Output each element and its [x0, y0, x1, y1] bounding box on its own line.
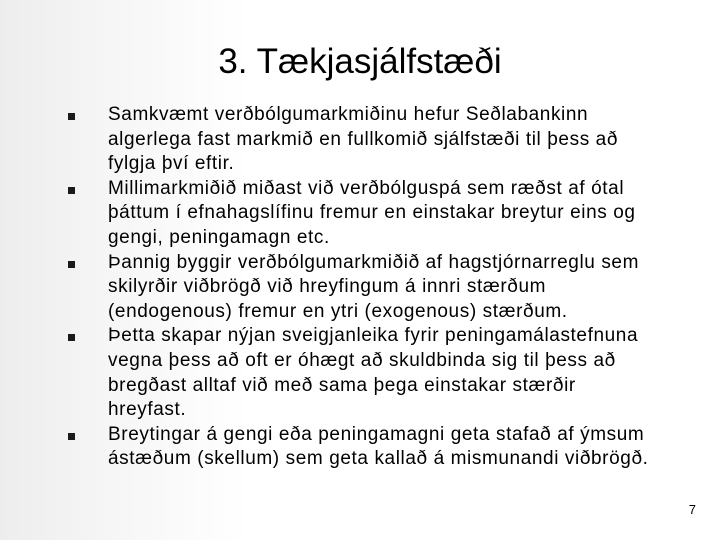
- bullet-text: Millimarkmiðið miðast við verðbólguspá sem ræðst af ótal þáttum í efnahagslífinu fremur en einstakar breytur eins og gengi, peningamagn etc.: [108, 177, 636, 248]
- bullet-item: [0, 324, 658, 422]
- page-number: 7: [688, 502, 696, 517]
- square-bullet-icon: [68, 261, 75, 268]
- bullet-list: [0, 103, 720, 472]
- bullet-item: [0, 177, 658, 251]
- square-bullet-icon: [68, 433, 75, 440]
- bullet-text: Breytingar á gengi eða peningamagni geta stafað af ýmsum ástæðum (skellum) sem geta kallað á mismunandi viðbrögð.: [108, 423, 649, 470]
- bullet-item: [0, 251, 658, 325]
- bullet-text: Þetta skapar nýjan sveigjanleika fyrir peningamálastefnuna vegna þess að oft er óhægt að skuldbinda sig til þess að bregðast alltaf við með sama þega einstakar stærðir hreyfast.: [108, 325, 639, 421]
- square-bullet-icon: [68, 113, 75, 120]
- bullet-item: [0, 423, 658, 472]
- bullet-item: [0, 103, 658, 177]
- square-bullet-icon: [68, 334, 75, 341]
- slide-title: 3. Tækjasjálfstæði: [218, 42, 502, 81]
- bullet-text: Þannig byggir verðbólgumarkmiðið af hagstjórnarreglu sem skilyrðir viðbrögð við hreyfingum á innri stærðum (endogenous) fremur en ytri (exogenous) stærðum.: [108, 251, 640, 322]
- bullet-text: Samkvæmt verðbólgumarkmiðinu hefur Seðlabankinn algerlega fast markmið en fullkomið sjálfstæði til þess að fylgja því eftir.: [108, 104, 619, 175]
- square-bullet-icon: [68, 187, 75, 194]
